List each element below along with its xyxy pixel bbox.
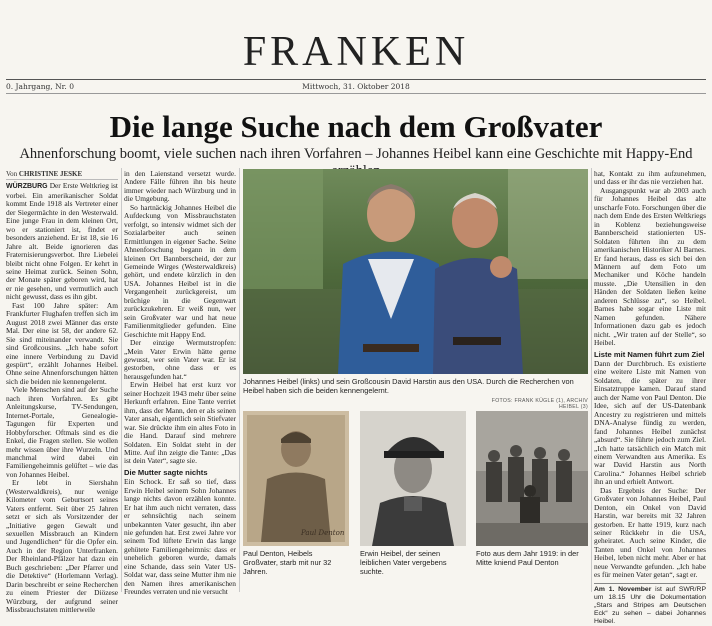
column-divider — [239, 168, 240, 592]
masthead: FRANKEN — [242, 29, 470, 75]
paragraph: Der einzige Wermutstropfen: „Mein Vater Erwin hätte gerne gewusst, wer sein Vater war. Er ist gestorben, ohne dass er es herausgefunden hat.“ — [124, 338, 236, 381]
paragraph: Das Ergebnis der Suche: Der Großvater von Johannes Heibel, Paul Denton, ein Onkel von David Harstin, war bereits mit 32 Jahren gestorben. Er hatte 1919, kurz nach seiner Rückkehr in die USA, geheiratet. Auch seine Kinder, die Tanten und Onkel von Johannes Heibel, leben nicht mehr. Aber er hat neue Verwandte gefunden. „Ich habe es für meinen Vater getan“, sagt er. — [594, 485, 706, 580]
byline — [6, 170, 118, 180]
issue-date: Mittwoch, 31. Oktober 2018 — [302, 82, 410, 91]
photo-group-1919-image — [476, 411, 588, 546]
text-column-2 — [124, 169, 236, 597]
broadcast-note-date: Am 1. November — [594, 585, 652, 593]
subheading: Die Mutter sagte nichts — [124, 467, 208, 477]
paragraph: in den Laienstand versetzt wurde. Andere Fälle führen ihn bis heute immer wieder nach Würzburg und in die Umgebung. — [124, 169, 236, 204]
main-photo-image — [243, 169, 588, 374]
main-photo-caption: Johannes Heibel (links) und sein Großcousin David Harstin aus den USA. Durch die Recherchen von Heibel haben sich die beiden kennengelernt. — [243, 377, 574, 395]
paragraph: So hartnäckig Johannes Heibel die Aufdeckung von Missbrauchstaten verfolgt, so intensiv widmet sich der Sozialarbeiter auch seinen Ermittlungen in eigener Sache. Seine Ahnenforschung begann in dem kleinen Ort Bannberscheid, der zur Gemeinde Wirges (Westerwaldkreis) gehört, und endete kürzlich in den USA. Johannes Heibel ist in die Vergangenheit zurückgereist, um brüchige in die Gegenwart zurückzukehren. Er weiß nun, wer sein Großvater war und hat neue Familienmitglieder gefunden. Eine Geschichte mit Happy End. — [124, 202, 236, 339]
paragraph: Viele Menschen sind auf der Suche nach ihren Vorfahren. Es gibt Anleitungskurse, TV-Sendungen, Internet-Portale, Genealogie-Tagungen für Experten und Hobbyforscher. Oftmals sind es die Enkel, die Fragen stellen. Sie wollen mehr wissen über ihre Wurzeln. Und manchmal wird dabei ein Familiengeheimnis gelüftet – wie das von Johannes Heibel. — [6, 385, 118, 479]
paragraph: Er lebt in Siershahn (Westerwaldkreis), nur wenige Kilometer vom Geburtsort seines Vaters entfernt. Seit über 25 Jahren setzt er sich als Vorsitzender der „Initiative gegen Gewalt und sexuellen Missbrauch an Kindern und Jugendlichen“ für die Opfer ein. Auch in der Region Unterfranken. Der Rheinland-Pfälzer hat dazu ein Buch geschrieben: „Der Pfarrer und die Detektive“ (Horlemann Verlag). Darin beschreibt er seine Recherchen zu einem Priester der Diözese Würzburg, der aufgrund seiner Missbrauchstaten mittlerweile — [6, 478, 118, 615]
broadcast-note-text: ist auf SWR/RP um 18.15 Uhr die Dokumentation „Stars and Stripes am Deutschen Eck“ zu sehen – dabei Johannes Heibel. — [594, 585, 707, 625]
column-divider — [121, 168, 122, 592]
byline-author: CHRISTINE JESKE — [18, 170, 83, 178]
photo-group-1919 — [476, 411, 588, 546]
issue-rule — [6, 93, 706, 94]
issue-number: 0. Jahrgang, Nr. 0 — [6, 82, 74, 91]
photo-signature: Paul Denton — [301, 529, 345, 537]
paragraph: hat, Kontakt zu ihm aufzunehmen, und dass er ihr das nie verziehen hat. — [594, 169, 706, 187]
article-subhead: Ahnenforschung boomt, viele suchen nach ihren Vorfahren – Johannes Heibel kann eine Geschichte mit Happy-End — [19, 146, 693, 162]
photo-erwin-heibel-image — [360, 411, 466, 546]
photo-caption-3: Foto aus dem Jahr 1919: in der Mitte kniend Paul Denton — [476, 549, 579, 567]
photo-erwin-heibel — [360, 411, 466, 546]
paragraph-text: Der Erste Weltkrieg ist vorbei. Ein amerikanischer Soldat kommt Ende 1918 als Vertreter einer der Siegermächte in den Westerwald. Eine junge Frau in dem kleinen Ort, wo er stationiert ist, findet er besonders anziehend. Er ist 18, sie 16 Jahre alt. Beide ignorieren das Fraternisierungsverbot. Ihre Liebelei bleibt nicht ohne Folgen. Er kehrt in seine Heimat zurück. Seinen Sohn, der Monate später geboren wird, hat er nie gesehen, und vermutlich auch nicht gewusst, dass es ihn gibt. — [6, 181, 118, 302]
paragraph: Ausgangspunkt war ab 2003 auch für Johannes Heibel das alte unscharfe Foto. Forschungen über die nach dem Ende des Ersten Weltkriegs in Koblenz beziehungsweise Bannberscheid stationierten US-Soldaten führten ihn zu dem amerikanischen Historiker Al Barnes. Er fand heraus, dass es sich bei den Männern auf dem Foto um Mechaniker und Köche handeln musste. „Die Utensilien in den Händen der Soldaten ließen keine anderen Schlüsse zu“, so Heibel. Barnes habe sogar eine Liste mit Namen gefunden. Nähere Informationen dazu gab es jedoch nicht. „Wir traten auf der Stelle“, so Heibel. — [594, 185, 706, 348]
article-headline: Die lange Suche nach dem Großvater — [109, 109, 603, 144]
masthead-rule — [6, 79, 706, 80]
subheading: Liste mit Namen führt zum Ziel — [594, 349, 705, 359]
photo-paul-denton-image — [243, 411, 349, 546]
paragraph: Erwin Heibel hat erst kurz vor seiner Hochzeit 1943 mehr über seine Herkunft erfahren. Eine Tante verriet ihm, dass der Mann, den er als seinen Vater ansah, eigentlich sein Stiefvater war. Sie drückte ihm ein altes Foto in die Hand. Darauf sind mehrere Soldaten. Ein Soldat steht in der Mitte. Auf ihn zeigte die Tante: „Das ist dein Vater“, sagte sie. — [124, 380, 236, 466]
paragraph — [6, 182, 118, 301]
broadcast-note — [594, 583, 706, 626]
paragraph: Ein Schock. Er saß so tief, dass Erwin Heibel seinem Sohn Johannes lange nichts davon erzählen konnte. Er hat ihm auch nicht verraten, dass er sehnsüchtig nach seinem unbekannten Vater gesucht, ihn aber nie gefunden hat. Erst zwei Jahre vor seinem Tod lüftete Erwin das lange gehütete Familiengeheimnis: dass er unehelich geboren wurde, damals eine Schande, dass sein Vater US-Soldat war, dass seine Mutter ihm nie den Namen ihres amerikanischen Freundes verraten und nie versucht — [124, 477, 236, 597]
byline-prefix: Von — [6, 170, 18, 178]
dateline: WÜRZBURG — [6, 183, 48, 191]
main-photo — [243, 169, 588, 374]
text-column-1 — [6, 170, 118, 615]
photo-paul-denton — [243, 411, 349, 546]
column-divider — [591, 168, 592, 592]
photo-caption-1: Paul Denton, Heibels Großvater, starb mit nur 32 Jahren. — [243, 549, 332, 576]
paragraph: Dann der Durchbruch. Es existierte eine weitere Liste mit Namen von Soldaten, die später zu ihrer Einsatztruppe kamen. Darauf stand auch der Name von Paul Denton. Die Idee, sich auf der US-Datenbank Ancestry zu registrieren und mittels DNA-Analyse fündig zu werden, fand Johannes Heibel zunächst „absurd“. Sie führte jedoch zum Ziel. „Ich hatte tatsächlich ein Match mit einem Verwandten aus Amerika. Es war David Harstin aus North Carolina.“ Johannes Heibel schrieb ihn an und erhielt Antwort. — [594, 358, 706, 487]
photo-credit: FOTOS: FRANK KÜGLE (1), ARCHIV HEIBEL (3) — [491, 398, 588, 410]
text-column-5 — [594, 169, 707, 625]
paragraph: Fast 100 Jahre später: Am Frankfurter Flughafen treffen sich im August 2018 zwei Männer das erste Mal. Der eine ist 58, der andere 62. Sie sind miteinander verwandt. Sie sind Großcousins. „Ich habe sofort eine innere Verbindung zu David gespürt“, erzählt Johannes Heibel. Ohne seine Ahnenforschungen hätten sich die beiden nie kennengelernt. — [6, 300, 118, 386]
photo-caption-2: Erwin Heibel, der seinen leiblichen Vater vergebens suchte. — [360, 549, 447, 576]
